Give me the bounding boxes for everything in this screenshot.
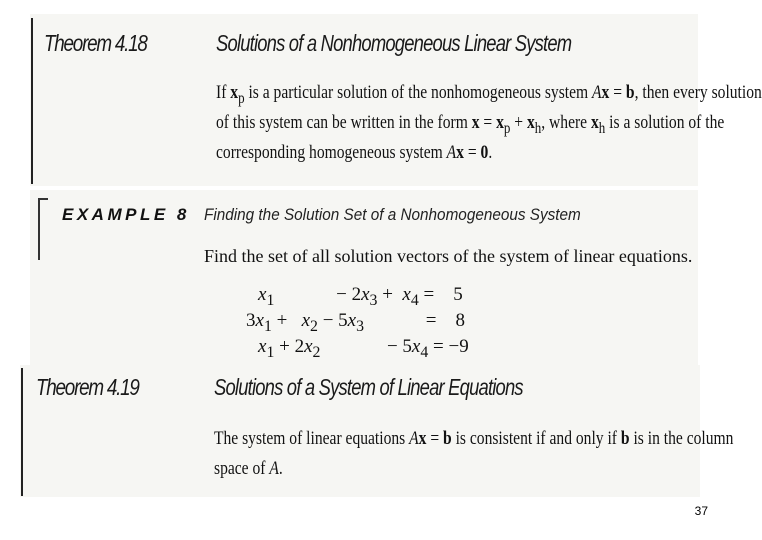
theorem-4-18-title: Solutions of a Nonhomogeneous Linear System (216, 30, 572, 56)
example-8-corner-mark (38, 198, 48, 260)
theorem-4-19-line-2-text: space of A. (214, 458, 283, 479)
example-8-title: Finding the Solution Set of a Nonhomogeneous System (204, 205, 581, 224)
theorem-4-19-rule (21, 368, 23, 496)
equation-2: $3x_1 + x_2 - 5x_3$ = 8 (246, 310, 465, 335)
theorem-4-18-line-2-text: of this system can be written in the form $x = x_p + x_h$, where $x_h$ is a solution of the (216, 112, 725, 137)
theorem-4-19-label: Theorem 4.19 (36, 374, 139, 400)
example-8-instruction: Find the set of all solution vectors of the system of linear equations. (204, 246, 693, 266)
theorem-4-18-line-3-text: corresponding homogeneous system Ax = 0. (216, 142, 493, 163)
equation-1: $x_1$ − $2x_3 + x_4$ = 5 (258, 284, 463, 309)
example-8-label: EXAMPLE 8 (62, 205, 190, 224)
theorem-4-18-line-3 (216, 138, 492, 167)
page-number: 37 (694, 504, 708, 518)
theorem-4-18-label: Theorem 4.18 (44, 30, 147, 56)
equation-3: $x_1 + 2x_2$ − $5x_4 = -9$ (258, 336, 469, 361)
theorem-4-18-line-1-text: If $x_p$ is a particular solution of the nonhomogeneous system Ax = b, then every solution (216, 82, 762, 107)
theorem-4-18-rule (31, 18, 33, 184)
theorem-4-19-line-1 (214, 424, 733, 453)
theorem-4-19-line-1-text: The system of linear equations Ax = b is consistent if and only if b is in the column (214, 428, 734, 449)
theorem-4-19-title: Solutions of a System of Linear Equations (214, 374, 523, 400)
theorem-4-19-line-2 (214, 454, 283, 483)
